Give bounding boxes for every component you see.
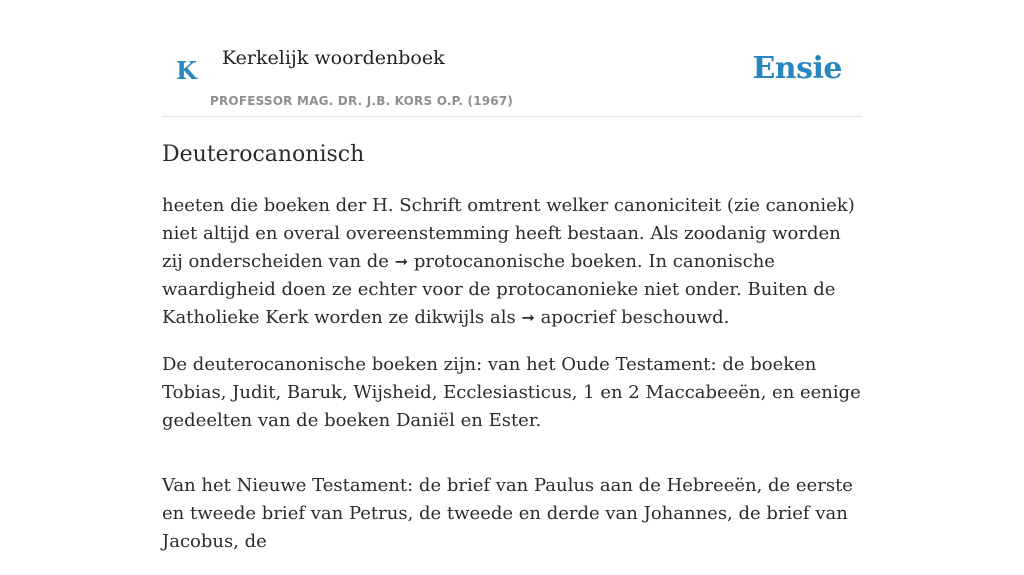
book-header — [162, 0, 862, 117]
entry-body — [162, 192, 862, 575]
book-author: PROFESSOR MAG. DR. J.B. KORS O.P. (1967) — [210, 94, 514, 108]
text-segment: beschouwd. — [615, 307, 730, 328]
entry-paragraph-3: Van het Nieuwe Testament: de brief van Paulus aan de Hebreeën, de eerste en tweede brief van Petrus, de tweede en derde van Johannes, de brief van Jacobus, de — [162, 475, 853, 552]
arrow-right-icon: ➞ — [394, 252, 409, 271]
arrow-right-icon: ➞ — [521, 308, 535, 327]
ensie-brand-logo[interactable]: Ensie — [752, 51, 842, 86]
text-segment: heeten die boeken der H. Schrift omtrent welker canoniciteit (zie canoniek) niet altijd en overal overeenstemming heeft bestaan. Als zoodanig worden zij onderscheiden van de — [162, 195, 855, 272]
entry-paragraph-2: De deuterocanonische boeken zijn: van het Oude Testament: de boeken Tobias, Judit, Baruk, Wijsheid, Ecclesiasticus, 1 en 2 Maccabeeën, en eenige gedeelten van de boeken Daniël en Ester. — [162, 354, 861, 431]
book-logo[interactable]: K — [176, 56, 197, 85]
book-title[interactable]: Kerkelijk woordenboek — [222, 47, 445, 69]
cross-reference-link-apocrief[interactable]: apocrief — [540, 307, 616, 328]
page — [162, 0, 862, 552]
cross-reference-link-protocanonische[interactable]: protocanonische — [413, 251, 566, 272]
entry-paragraph-1 — [162, 192, 862, 332]
text-segment: boeken. In canonische waardigheid doen ze echter voor de protocanonieke niet onder. Buiten de Katholieke Kerk worden ze dikwijls als — [162, 251, 836, 328]
entry-title: Deuterocanonisch — [162, 142, 365, 167]
